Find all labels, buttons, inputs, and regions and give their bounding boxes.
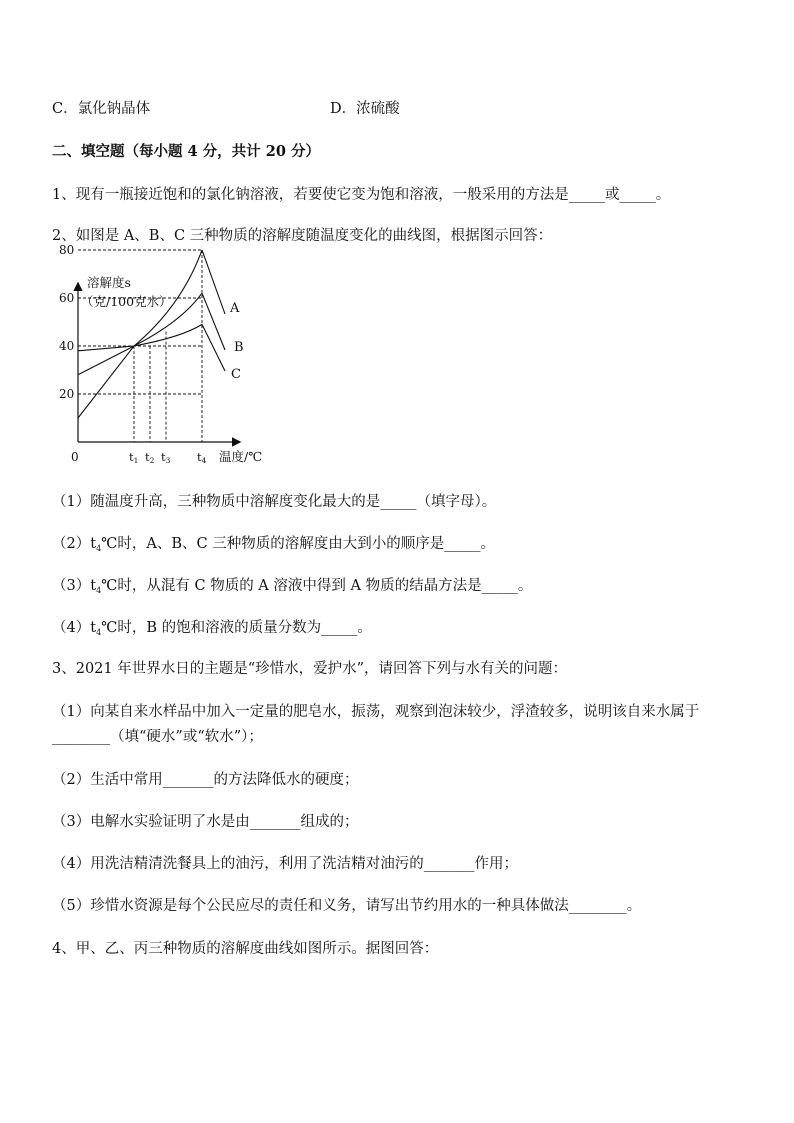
y-tick-label-20: 20 <box>59 387 75 401</box>
option-d: D．浓硫酸 <box>330 101 400 117</box>
solubility-chart <box>55 243 295 470</box>
curve-C <box>78 324 202 350</box>
y-tick-label-60: 60 <box>59 291 75 305</box>
x-axis-label: 温度/℃ <box>219 449 263 464</box>
x-tick-label-t2: t2 <box>145 450 155 465</box>
origin-label: 0 <box>71 450 79 464</box>
question-2-sub-1: （1）随温度升高，三种物质中溶解度变化最大的是_____（填字母）。 <box>52 494 497 510</box>
curve-B-tail <box>202 293 225 350</box>
question-3-sub-2: （2）生活中常用_______的方法降低水的硬度； <box>52 772 359 788</box>
curve-label-B: B <box>234 340 244 355</box>
curve-A-tail <box>202 250 225 314</box>
section-heading: 二、填空题（每小题 4 分，共计 20 分） <box>52 143 320 160</box>
curve-label-A: A <box>230 301 240 316</box>
y-axis-label-1: 溶解度s <box>87 275 131 290</box>
option-c: C．氯化钠晶体 <box>52 101 151 117</box>
x-tick-label-t3: t3 <box>161 450 171 465</box>
x-tick-label-t4: t4 <box>197 450 207 465</box>
question-2-sub-2: $(2)t_4℃$时，A、B、C 三种物质的溶解度由大到小的顺序是_____。 <box>52 536 495 553</box>
question-3-intro: 3、2021 年世界水日的主题是“珍惜水，爱护水”，请回答下列与水有关的问题： <box>52 661 568 677</box>
y-tick-label-80: 80 <box>59 243 75 257</box>
x-tick-label-t1: t1 <box>129 450 139 465</box>
question-4-intro: 4、甲、乙、丙三种物质的溶解度曲线如图所示。据图回答： <box>52 941 439 957</box>
question-3-sub-1b: ________（填“硬水”或“软水”）； <box>52 729 263 745</box>
question-1: 1、现有一瓶接近饱和的氯化钠溶液，若要使它变为饱和溶液，一般采用的方法是_____或_____。 <box>52 187 671 203</box>
question-3-sub-5: （5）珍惜水资源是每个公民应尽的责任和义务，请写出节约用水的一种具体做法________。 <box>52 898 642 914</box>
question-3-sub-3: （3）电解水实验证明了水是由_______组成的； <box>52 814 359 830</box>
question-2-sub-3: $(3)t_4℃$时，从混有 C 物质的 A 溶液中得到 A 物质的结晶方法是_____。 <box>52 578 533 595</box>
y-axis-label-2: （克/100克水） <box>81 294 172 309</box>
question-2-intro: 2、如图是 A、B、C 三种物质的溶解度随温度变化的曲线图，根据图示回答： <box>52 228 553 244</box>
question-3-sub-4: （4）用洗洁精清洗餐具上的油污，利用了洗洁精对油污的_______作用； <box>52 856 518 872</box>
question-3-sub-1a: （1）向某自来水样品中加入一定量的肥皂水，振荡，观察到泡沫较少，浮渣较多，说明该自来水属于 <box>52 704 700 720</box>
curve-C-tail <box>202 324 225 371</box>
y-tick-label-40: 40 <box>59 339 75 353</box>
curve-label-C: C <box>231 367 241 382</box>
question-2-sub-4: $(4)t_4℃$时，B 的饱和溶液的质量分数为_____。 <box>52 620 372 637</box>
